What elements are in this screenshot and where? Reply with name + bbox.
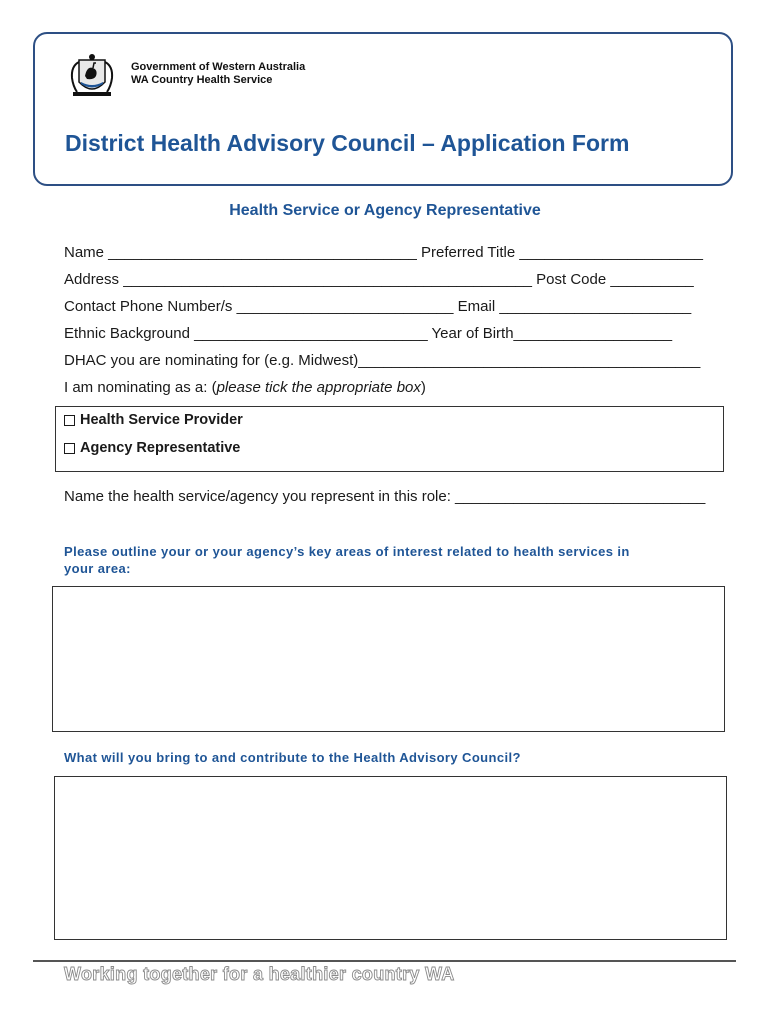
name-field[interactable]: Name _____________________________________ Preferred Title ______________________ — [64, 244, 703, 261]
question-contribution: What will you bring to and contribute to the Health Advisory Council? — [64, 750, 521, 765]
gov-line-1: Government of Western Australia — [131, 61, 306, 73]
option-agency-representative[interactable] — [64, 440, 240, 456]
checkbox[interactable] — [64, 415, 75, 426]
ethnic-field[interactable]: Ethnic Background ____________________________ Year of Birth___________________ — [64, 325, 673, 342]
contact-field[interactable]: Contact Phone Number/s __________________________ Email _______________________ — [64, 298, 692, 315]
nominating-prefix: I am nominating as a: ( — [64, 379, 217, 396]
dhac-field[interactable]: DHAC you are nominating for (e.g. Midwest)_________________________________________ — [64, 352, 701, 369]
option-label: Health Service Provider — [80, 412, 243, 428]
question-line-1: Please outline your or your agency’s key areas of interest related to health services in — [64, 544, 630, 559]
represent-field[interactable]: Name the health service/agency you represent in this role: ______________________________ — [64, 488, 706, 505]
header-box — [33, 32, 733, 186]
address-field[interactable]: Address _________________________________________________ Post Code __________ — [64, 271, 694, 288]
wa-coat-of-arms-logo — [67, 52, 117, 100]
gov-line-2: WA Country Health Service — [131, 74, 273, 86]
government-name — [131, 61, 305, 87]
footer-divider — [33, 960, 736, 962]
contribution-answer-box[interactable] — [54, 776, 727, 940]
footer-slogan: Working together for a healthier country WA — [64, 964, 455, 984]
option-label: Agency Representative — [80, 440, 241, 456]
nominating-suffix: ) — [420, 379, 426, 396]
nominating-instruction — [64, 379, 426, 396]
form-title: District Health Advisory Council – Application Form — [65, 130, 630, 156]
option-health-service-provider[interactable] — [64, 412, 243, 428]
checkbox[interactable] — [64, 443, 75, 454]
question-key-areas — [64, 543, 630, 577]
form-subtitle: Health Service or Agency Representative — [229, 202, 541, 219]
question-line-2: your area: — [64, 561, 131, 576]
nominating-italic: please tick the appropriate box — [216, 379, 421, 396]
key-areas-answer-box[interactable] — [52, 586, 725, 732]
nomination-options-box — [55, 406, 724, 472]
